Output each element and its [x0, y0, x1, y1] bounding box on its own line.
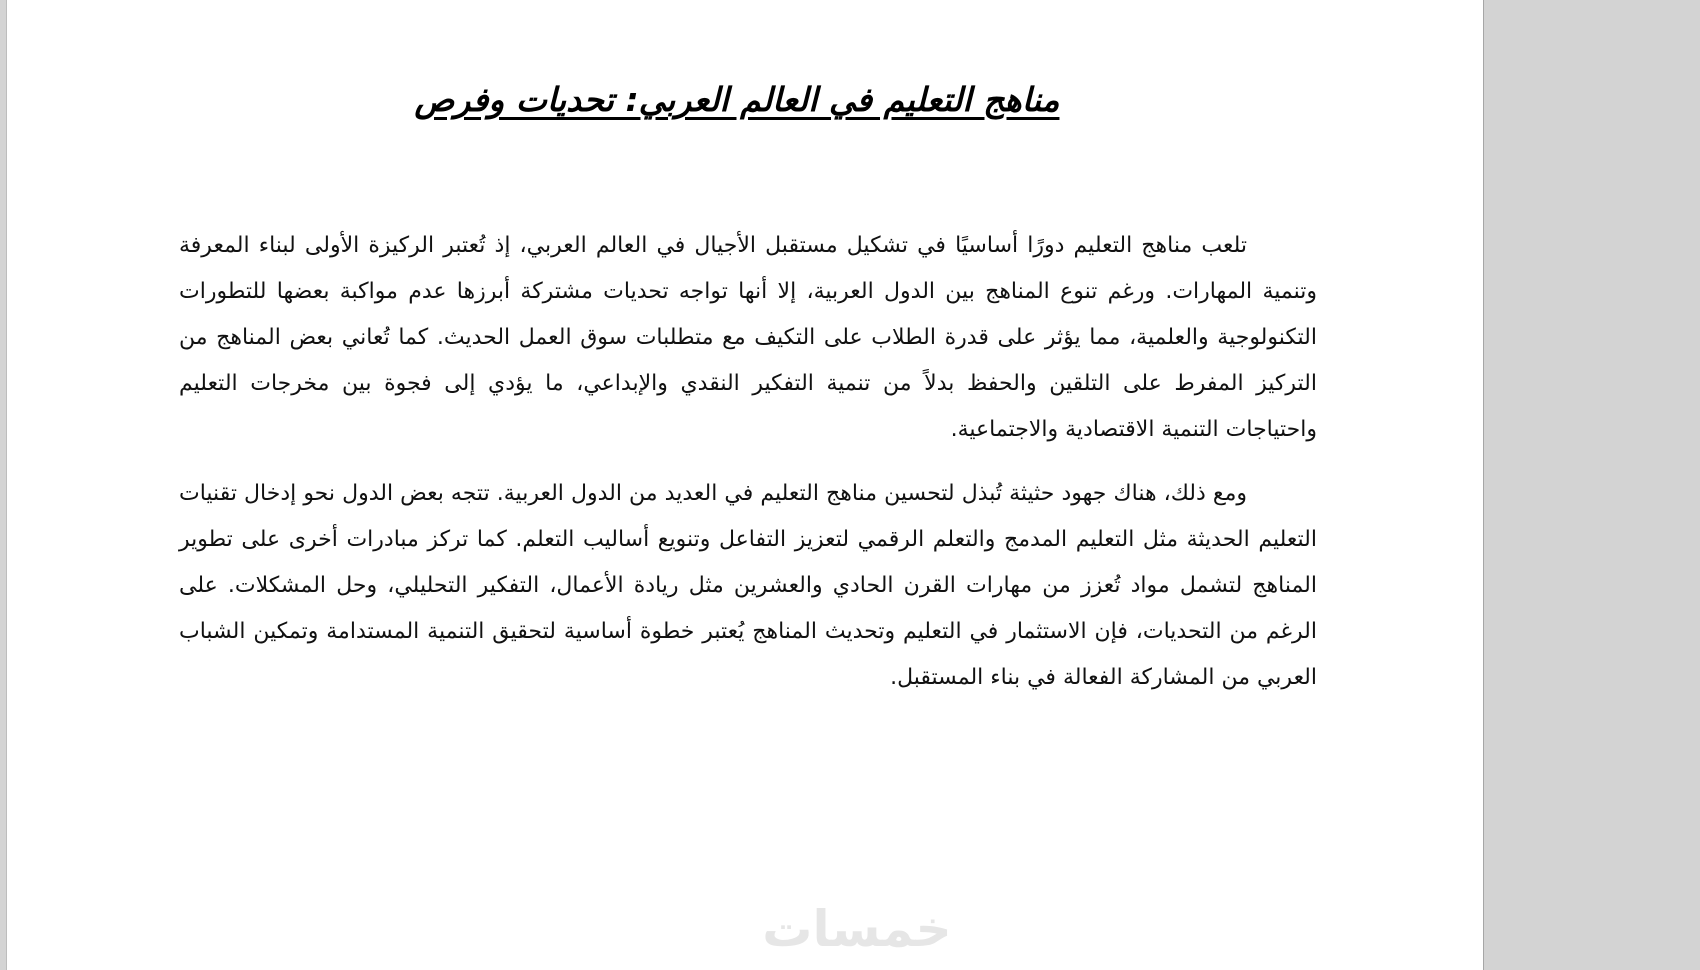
right-gutter [1484, 0, 1700, 970]
document-page [7, 0, 1484, 970]
left-margin-strip [0, 0, 7, 970]
page-title: مناهج التعليم في العالم العربي: تحديات وفرص [414, 80, 1060, 119]
document-body [179, 223, 1317, 719]
paragraph-1: تلعب مناهج التعليم دورًا أساسيًا في تشكيل مستقبل الأجيال في العالم العربي، إذ تُعتبر الركيزة الأولى لبناء المعرفة وتنمية المهارات. ورغم تنوع المناهج بين الدول العربية، إلا أنها تواجه تحديات مشتركة أبرزها عدم مواكبة بعضها للتطورات التكنولوجية والعلمية، مما يؤثر على قدرة الطلاب على التكيف مع متطلبات سوق العمل الحديث. كما تُعاني بعض المناهج من التركيز المفرط على التلقين والحفظ بدلاً من تنمية التفكير النقدي والإبداعي، ما يؤدي إلى فجوة بين مخرجات التعليم واحتياجات التنمية الاقتصادية والاجتماعية. [179, 233, 1317, 442]
paragraph-2: ومع ذلك، هناك جهود حثيثة تُبذل لتحسين مناهج التعليم في العديد من الدول العربية. تتجه بعض الدول نحو إدخال تقنيات التعليم الحديثة مثل التعليم المدمج والتعلم الرقمي لتعزيز التفاعل وتنويع أساليب التعلم. كما تركز مبادرات أخرى على تطوير المناهج لتشمل مواد تُعزز من مهارات القرن الحادي والعشرين مثل ريادة الأعمال، التفكير التحليلي، وحل المشكلات. على الرغم من التحديات، فإن الاستثمار في التعليم وتحديث المناهج يُعتبر خطوة أساسية لتحقيق التنمية المستدامة وتمكين الشباب العربي من المشاركة الفعالة في بناء المستقبل. [179, 481, 1317, 690]
watermark-logo: خمسات [762, 900, 952, 958]
